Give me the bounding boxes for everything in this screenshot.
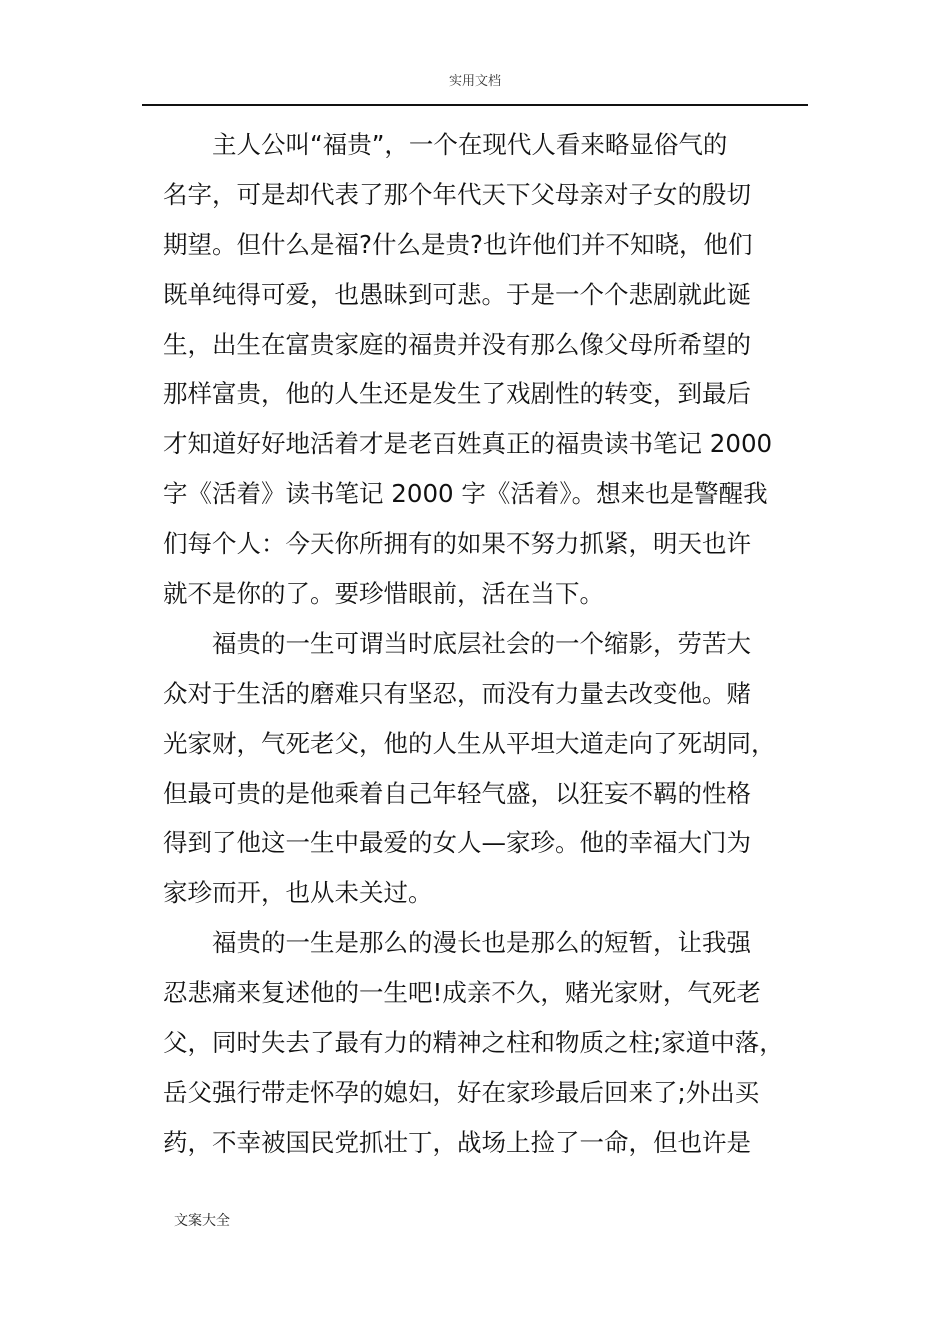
paragraph-1-line-8: 字《活着》读书笔记 2000 字《活着》。想来也是警醒我 [163,479,768,509]
page-header: 实用文档 [448,74,501,89]
paragraph-1-line-4: 既单纯得可爱，也愚昧到可悲。于是一个个悲剧就此诞 [163,279,751,309]
paragraph-1-line-3: 期望。但什么是福?什么是贵?也许他们并不知晓，他们 [163,229,753,259]
paragraph-1-line-6: 那样富贵，他的人生还是发生了戏剧性的转变，到最后 [163,379,751,409]
page-footer: 文案大全 [174,1213,230,1229]
paragraph-2-line-3: 光家财，气死老父，他的人生从平坦大道走向了死胡同， [163,728,776,758]
paragraph-1-line-10: 就不是你的了。要珍惜眼前，活在当下。 [163,579,604,609]
header-divider [142,104,808,106]
paragraph-3-line-1: 福贵的一生是那么的漫长也是那么的短暂，让我强 [212,928,751,958]
paragraph-3-line-2: 忍悲痛来复述他的一生吧!成亲不久，赌光家财，气死老 [163,978,761,1008]
paragraph-2-line-5: 得到了他这一生中最爱的女人—家珍。他的幸福大门为 [163,828,751,858]
paragraph-3-line-3: 父，同时失去了最有力的精神之柱和物质之柱;家道中落， [163,1028,784,1058]
paragraph-2-line-4: 但最可贵的是他乘着自己年轻气盛，以狂妄不羁的性格 [163,778,751,808]
paragraph-2-line-2: 众对于生活的磨难只有坚忍，而没有力量去改变他。赌 [163,678,751,708]
paragraph-3-line-5: 药，不幸被国民党抓壮丁，战场上捡了一命，但也许是 [163,1127,751,1157]
paragraph-3-line-4: 岳父强行带走怀孕的媳妇，好在家珍最后回来了;外出买 [163,1077,760,1107]
document-body [163,120,810,1168]
paragraph-2-line-6: 家珍而开，也从未关过。 [163,878,433,908]
paragraph-1-line-9: 们每个人：今天你所拥有的如果不努力抓紧，明天也许 [163,529,751,559]
paragraph-1-line-7: 才知道好好地活着才是老百姓真正的福贵读书笔记 2000 [163,429,773,459]
paragraph-1-line-1: 主人公叫“福贵”，一个在现代人看来略显俗气的 [212,130,728,159]
paragraph-1-line-5: 生，出生在富贵家庭的福贵并没有那么像父母所希望的 [163,329,751,359]
paragraph-1-line-2: 名字，可是却代表了那个年代天下父母亲对子女的殷切 [163,179,751,209]
paragraph-2-line-1: 福贵的一生可谓当时底层社会的一个缩影，劳苦大 [212,628,751,658]
